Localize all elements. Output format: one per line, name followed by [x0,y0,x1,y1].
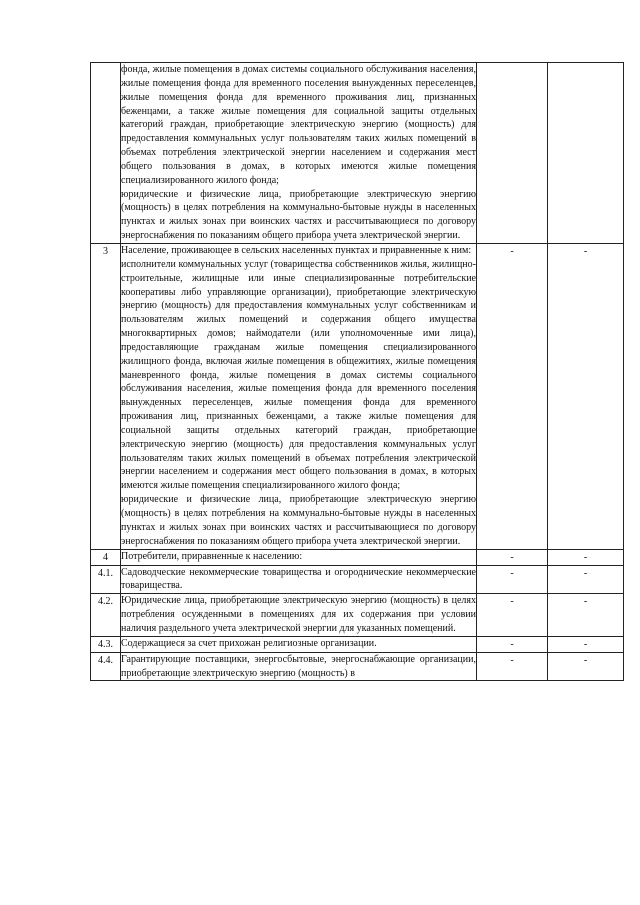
table-row [91,594,624,637]
description-paragraph: фонда, жилые помещения в домах системы социального обслуживания населения, жилые помещения фонда для временного поселения вынужденных переселенцев, жилые помещения фонда для временного проживания лиц, признанных беженцами, а также жилые помещения для социальной защиты отдельных категорий граждан, приобретающие электрическую энергию (мощность) для предоставления коммунальных услуг пользователям таких жилых помещений в объемах потребления электрической энергии населением и содержания мест общего пользования в домах, в которых имеются жилые помещения специализированного жилого фонда; [121,64,476,186]
description-paragraph: исполнители коммунальных услуг (товарищества собственников жилья, жилищно-строительные, жилищные или иные специализированные потребительские кооперативы либо управляющие организации), приобретающие электрическую энергию (мощность) для предоставления коммунальных услуг собственникам и пользователям жилых помещений и содержания общего имущества многоквартирных домов; наймодатели (или уполномоченные ими лица), предоставляющие гражданам жилые помещения специализированного жилищного фонда, включая жилые помещения в общежитиях, жилые помещения маневренного фонда, жилые помещения в домах системы социального обслуживания населения, жилые помещения фонда для временного поселения вынужденных переселенцев, жилые помещения фонда для временного проживания лиц, признанных беженцами, а также жилые помещения для социальной защиты отдельных категорий граждан, приобретающие электрическую энергию (мощность) для предоставления коммунальных услуг пользователям таких жилых помещений в объемах потребления электрической энергии населением и содержания мест общего пользования в домах, в которых имеются жилые помещения специализированного жилого фонда; [121,258,476,492]
row-description [121,594,477,637]
table-row [91,565,624,594]
row-number: 4.3. [91,636,121,652]
row-description [121,565,477,594]
value-cell: - [477,636,548,652]
value-cell: - [548,243,624,549]
value-cell: - [548,549,624,565]
row-description [121,63,477,244]
tariff-table [90,62,624,681]
row-description [121,636,477,652]
value-cell: - [477,565,548,594]
value-cell: - [477,652,548,681]
description-paragraph: Потребители, приравненные к населению: [121,550,303,562]
value-cell: - [477,549,548,565]
value-cell: - [548,636,624,652]
description-paragraph: юридические и физические лица, приобретающие электрическую энергию (мощность) в целях потребления на коммунально-бытовые нужды в населенных пунктах и жилых зонах при воинских частях и рассчитывающиеся по договору энергоснабжения по показаниям общего прибора учета электрической энергии. [121,494,476,547]
row-number: 4.1. [91,565,121,594]
description-paragraph: Садоводческие некоммерческие товарищества и огороднические некоммерческие товарищества. [121,566,476,592]
row-description [121,243,477,549]
row-number: 4.4. [91,652,121,681]
value-cell: - [548,594,624,637]
table-row [91,636,624,652]
table-row [91,243,624,549]
value-cell [548,63,624,244]
value-cell: - [548,652,624,681]
description-paragraph: Гарантирующие поставщики, энергосбытовые, энергоснабжающие организации, приобретающие электрическую энергию (мощность) в [121,653,476,679]
description-paragraph: Население, проживающее в сельских населенных пунктах и приравненные к ним: [121,244,472,256]
table-row [91,652,624,681]
description-paragraph: Юридические лица, приобретающие электрическую энергию (мощность) в целях потребления осужденными в помещениях для их содержания при условии наличия раздельного учета электрической энергии для указанных помещений. [121,595,476,634]
description-paragraph: юридические и физические лица, приобретающие электрическую энергию (мощность) в целях потребления на коммунально-бытовые нужды в населенных пунктах и жилых зонах при воинских частях и рассчитывающиеся по договору энергоснабжения по показаниям общего прибора учета электрической энергии. [121,188,476,242]
value-cell: - [477,594,548,637]
table-row [91,549,624,565]
row-number: 4 [91,549,121,565]
row-number: 3 [91,243,121,549]
value-cell [477,63,548,244]
row-description [121,549,477,565]
row-description [121,652,477,681]
value-cell: - [477,243,548,549]
description-paragraph: Содержащиеся за счет прихожан религиозные организации. [121,637,377,649]
table-row [91,63,624,244]
row-number: 4.2. [91,594,121,637]
row-number [91,63,121,244]
value-cell: - [548,565,624,594]
